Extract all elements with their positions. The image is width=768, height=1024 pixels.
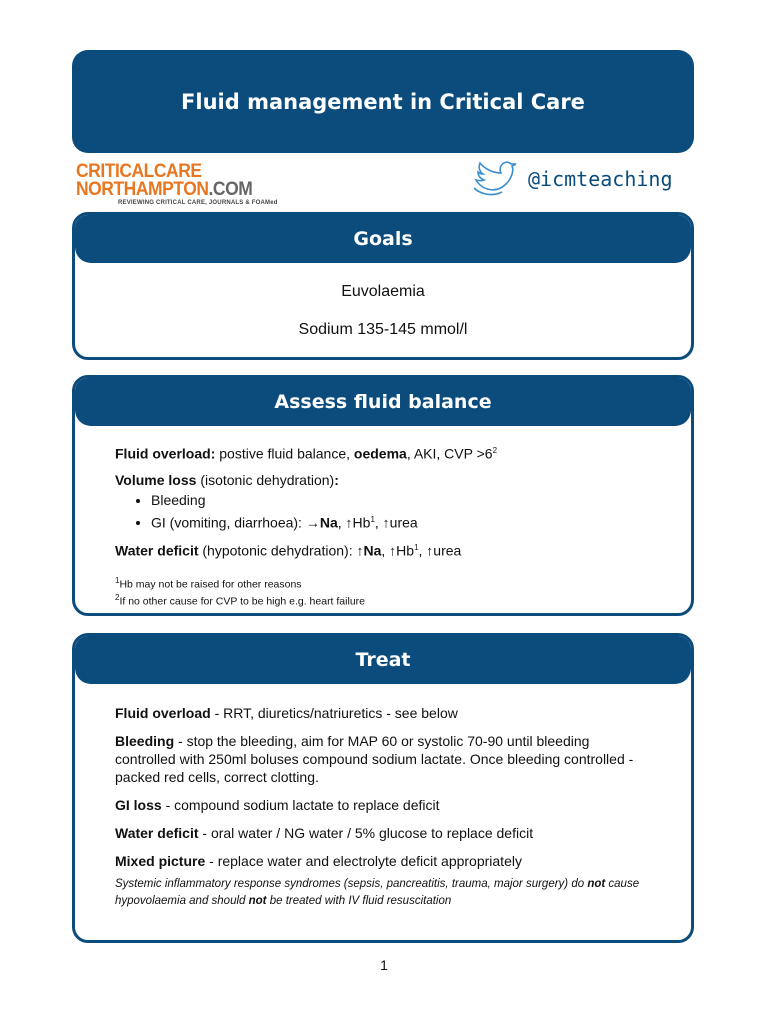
mixed-text: - replace water and electrolyte deficit appropriately	[205, 853, 522, 869]
water-label: Water deficit	[115, 542, 199, 559]
goals-card	[72, 212, 694, 360]
brand-line2	[76, 181, 262, 199]
title-banner	[72, 50, 694, 153]
assess-card	[72, 375, 694, 616]
footnote-text: If no other cause for CVP to be high e.g. heart failure	[119, 595, 365, 608]
twitter-bird-icon	[472, 160, 518, 198]
footnote-ref: 2	[492, 446, 498, 455]
gi-text: GI (vomiting, diarrhoea):	[151, 514, 306, 531]
brand-logo	[76, 163, 278, 206]
mixed-label: Mixed picture	[115, 853, 206, 869]
treat-bleeding	[115, 732, 651, 786]
water-label: Water deficit	[115, 825, 199, 841]
brand-northampton: NORTHAMPTON	[76, 179, 209, 200]
footnote-2	[115, 591, 691, 609]
not-bold: not	[248, 895, 267, 907]
twitter-handle-block	[472, 160, 673, 198]
page-number: 1	[380, 957, 388, 973]
footnotes	[115, 574, 691, 609]
treat-body	[75, 684, 691, 910]
goal-item: Sodium 135-145 mmol/l	[298, 321, 468, 338]
note-text: Systemic inflammatory response syndromes (sepsis, pancreatitis, trauma, major surgery) do	[115, 878, 588, 890]
treat-card	[72, 633, 694, 943]
overload-text-2: , AKI, CVP >6	[406, 445, 493, 462]
water-text: (hypotonic dehydration):	[198, 542, 357, 559]
na-bold: →Na	[305, 514, 338, 531]
assess-volume: Volume loss (isotonic dehydration):	[115, 471, 339, 488]
list-item	[151, 511, 691, 532]
twitter-handle[interactable]: @icmteaching	[528, 167, 673, 191]
urea-text: , ↑urea	[418, 542, 462, 559]
volume-text: (isotonic dehydration)	[196, 471, 335, 488]
treat-mixed	[115, 852, 651, 870]
note-text: cause hypovolaemia and should	[115, 878, 640, 907]
assess-water	[115, 539, 691, 560]
oedema-bold: oedema	[353, 445, 407, 462]
na-bold: ↑Na	[356, 542, 382, 559]
assess-body	[75, 426, 691, 609]
overload-text: postive fluid balance,	[215, 445, 354, 462]
goals-heading: Goals	[75, 215, 691, 263]
goal-item: Euvolaemia	[341, 283, 425, 300]
page-title: Fluid management in Critical Care	[181, 89, 585, 114]
urea-text: , ↑urea	[374, 514, 418, 531]
hb-text: , ↑Hb	[381, 542, 415, 559]
water-text: - oral water / NG water / 5% glucose to replace deficit	[198, 825, 534, 841]
treat-overload-text: - RRT, diuretics/natriuretics - see below	[210, 705, 458, 721]
volume-label: Volume loss	[115, 471, 197, 488]
assess-heading: Assess fluid balance	[75, 378, 691, 426]
not-bold: not	[587, 878, 606, 890]
hb-text: , ↑Hb	[337, 514, 371, 531]
brand-tagline: REVIEWING CRITICAL CARE, JOURNALS & FOAMed	[118, 200, 278, 206]
footnote-text: Hb may not be raised for other reasons	[119, 578, 302, 591]
footnote-mark: 2	[115, 593, 120, 603]
treat-gi	[115, 796, 651, 814]
list-item: • Bleeding	[151, 491, 691, 509]
bleeding-label: Bleeding	[115, 733, 175, 749]
footnote-1	[115, 574, 691, 592]
footnote-mark: 1	[115, 575, 120, 585]
treat-overload	[115, 704, 651, 722]
brand-com: .COM	[208, 179, 253, 200]
volume-list	[115, 491, 691, 532]
gi-label: GI loss	[115, 797, 162, 813]
overload-label: Fluid overload	[115, 445, 211, 462]
note-text: be treated with IV fluid resuscitation	[266, 895, 452, 907]
treat-water	[115, 824, 651, 842]
sirs-note	[115, 876, 651, 910]
footnote-ref: 1	[414, 543, 419, 553]
treat-overload-label: Fluid overload	[115, 705, 211, 721]
assess-overload: Fluid overload: postive fluid balance, oedema, AKI, CVP $>6^2$	[115, 445, 498, 462]
bleeding-text: - stop the bleeding, aim for MAP 60 or systolic 70-90 until bleeding controlled with 250ml boluses compound sodium lactate. Once bleeding controlled - packed red cells, correct clotting.	[115, 733, 634, 785]
brand-line1: CRITICALCARE	[76, 161, 202, 182]
treat-heading: Treat	[75, 636, 691, 684]
goals-body	[75, 263, 691, 339]
footnote-ref: 1	[370, 514, 375, 524]
gi-text: - compound sodium lactate to replace deficit	[161, 797, 440, 813]
